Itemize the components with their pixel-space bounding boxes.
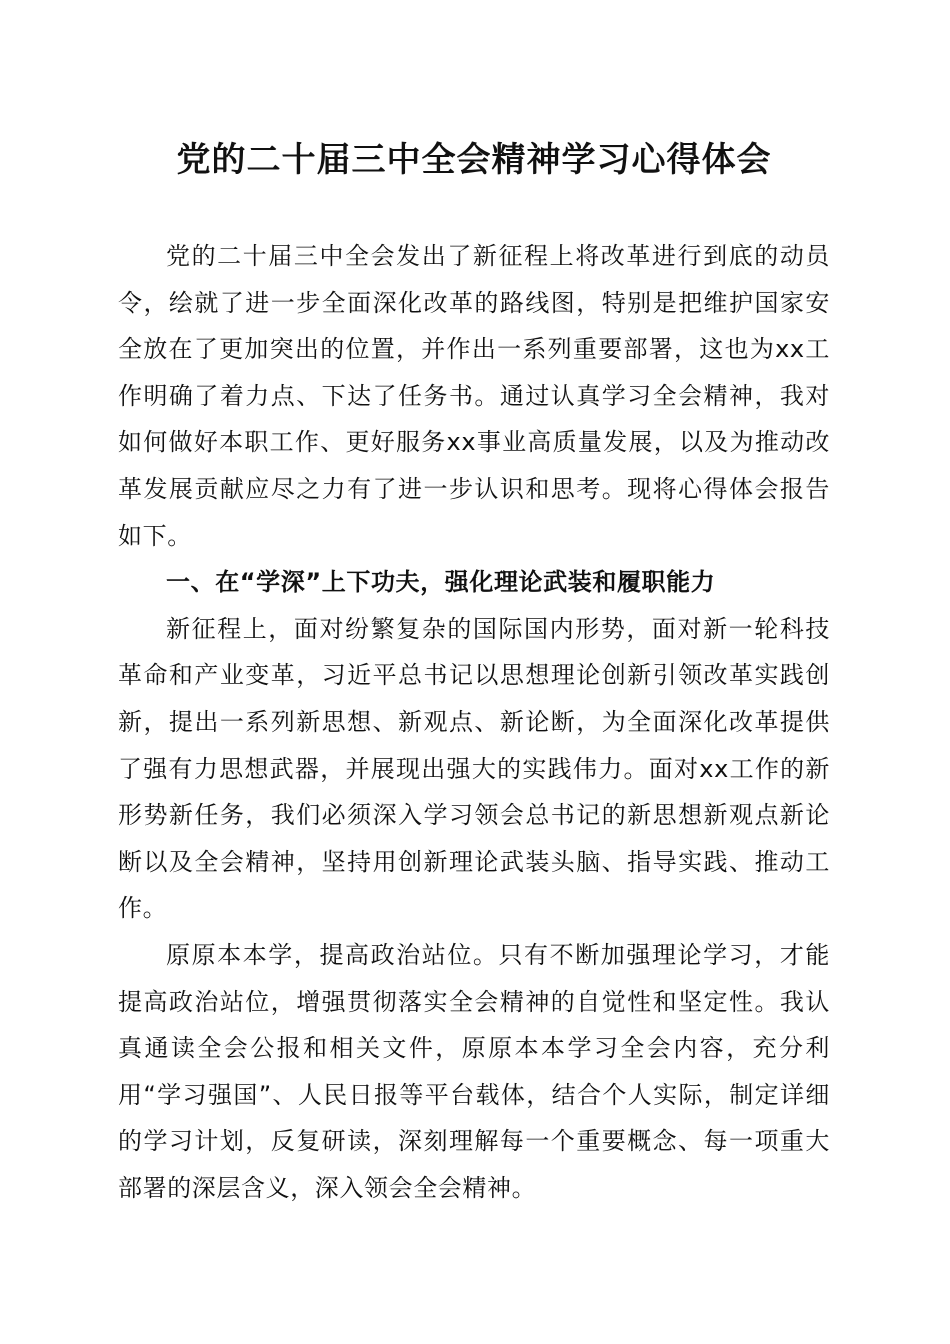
section-1-paragraph-1: 新征程上，面对纷繁复杂的国际国内形势，面对新一轮科技革命和产业变革，习近平总书记以思想理论创新引领改革实践创新，提出一系列新思想、新观点、新论断，为全面深化改革提供了强有力思想武器，并展现出强大的实践伟力。面对xx工作的新形势新任务，我们必须深入学习领会总书记的新思想新观点新论断以及全会精神，坚持用创新理论武装头脑、指导实践、推动工作。: [118, 614, 830, 923]
document-page: [118, 0, 830, 1344]
section-1-paragraph-2: 原原本本学，提高政治站位。只有不断加强理论学习，才能提高政治站位，增强贯彻落实全会精神的自觉性和坚定性。我认真通读全会公报和相关文件，原原本本学习全会内容，充分利用“学习强国”、人民日报等平台载体，结合个人实际，制定详细的学习计划，反复研读，深刻理解每一个重要概念、每一项重大部署的深层含义，深入领会全会精神。: [118, 940, 830, 1202]
section-1-heading: 一、在“学深”上下功夫，强化理论武装和履职能力: [166, 568, 716, 597]
document-body: [118, 233, 830, 1211]
intro-paragraph: 党的二十届三中全会发出了新征程上将改革进行到底的动员令，绘就了进一步全面深化改革的路线图，特别是把维护国家安全放在了更加突出的位置，并作出一系列重要部署，这也为xx工作明确了着力点、下达了任务书。通过认真学习全会精神，我对如何做好本职工作、更好服务xx事业高质量发展，以及为推动改革发展贡献应尽之力有了进一步认识和思考。现将心得体会报告如下。: [118, 242, 830, 550]
document-title: 党的二十届三中全会精神学习心得体会: [176, 140, 772, 180]
